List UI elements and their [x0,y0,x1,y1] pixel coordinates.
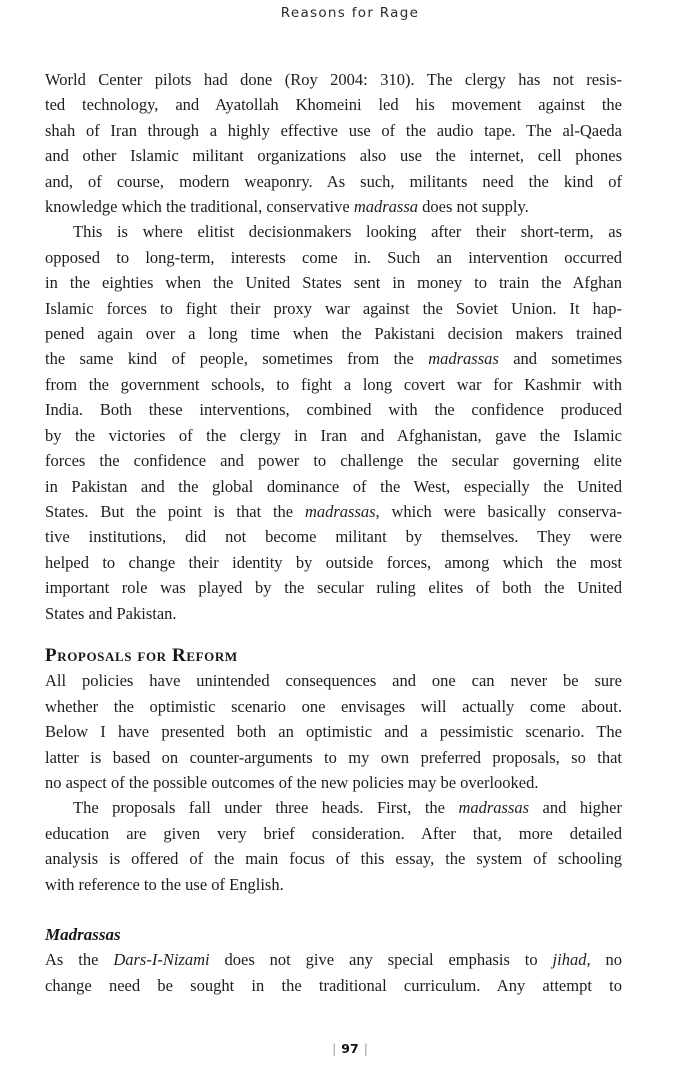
text-run: World Center pilots had done (Roy 2004: 310). The clergy has not resis- [45,70,622,89]
text-run: This is where elitist decisionmakers looking after their short-term, as [73,222,622,242]
text-run: the same kind of people, sometimes from the [45,349,429,369]
text-line [45,92,622,117]
text-line [45,448,622,473]
text-run: latter is based on counter-arguments to my own preferred proposals, so that [45,747,622,767]
text-run: with reference to the use of English. [45,874,284,894]
text-line [45,499,622,524]
text-line [45,947,622,972]
text-run: helped to change their identity by outside forces, among which the most [45,552,622,572]
text-line [45,745,622,770]
footer-separator-left: | [332,1041,337,1056]
text-line [45,321,622,346]
text-line [45,770,622,795]
text-run: tive institutions, did not become militant by themselves. They were [45,527,622,547]
text-line [45,397,622,422]
paragraph [45,668,622,795]
text-line [45,118,622,143]
text-line [45,474,622,499]
text-line [45,346,622,371]
text-line [45,821,622,846]
text-run: States and Pakistan. [45,603,177,623]
page-footer [0,1041,700,1056]
text-run: important role was played by the secular ruling elites of both the United [45,578,622,598]
text-line [45,846,622,871]
text-line [45,694,622,719]
text-run: Below I have presented both an optimistic and a pessimistic scenario. The [45,722,622,742]
paragraph [45,947,622,998]
text-run: by the victories of the clergy in Iran and Afghanistan, gave the Islamic [45,425,622,445]
text-run: and, of course, modern weaponry. As such, militants need the kind of [45,171,622,191]
text-run: and sometimes [498,349,622,369]
italic-term: Dars-I-Nizami [113,950,210,970]
italic-term: jihad [552,950,587,970]
footer-separator-right: | [363,1041,368,1056]
text-line [45,872,622,897]
paragraph [45,67,622,219]
italic-term: madrassas [428,349,499,369]
text-line [45,169,622,194]
text-line [45,601,622,626]
text-run: ted technology, and Ayatollah Khomeini led his movement against the [45,95,622,115]
text-line [45,270,622,295]
text-run: pened again over a long time when the Pakistani decision makers trained [45,324,622,344]
text-line [45,524,622,549]
text-run: The proposals fall under three heads. First, the [73,798,459,818]
text-line [45,719,622,744]
text-line [45,423,622,448]
text-run: no aspect of the possible outcomes of the new policies may be overlooked. [45,772,539,792]
text-run: from the government schools, to fight a long covert war for Kashmir with [45,374,622,394]
italic-term: madrassas [458,798,530,818]
text-run: As the [45,950,114,970]
text-run: Islamic forces to fight their proxy war against the Soviet Union. It hap- [45,298,622,318]
page-body [45,67,622,998]
paragraph [45,795,622,897]
running-head: Reasons for Rage [280,5,420,21]
italic-term: madrassa [353,197,419,217]
text-line [45,550,622,575]
text-run: , which were basically conserva- [375,501,623,521]
text-run: All policies have unintended consequences and one can never be sure [45,671,622,691]
text-run: in Pakistan and the global dominance of the West, especially the United [45,476,622,496]
subsection-heading: Madrassas [45,925,121,944]
text-line [45,219,622,244]
text-line [45,143,622,168]
text-run: does not supply. [418,197,529,217]
text-line [45,296,622,321]
text-line [45,372,622,397]
text-run: , no [586,950,622,970]
text-run: in the eighties when the United States sent in money to train the Afghan [45,273,622,293]
paragraph [45,219,622,626]
section-heading: Proposals for Reform [45,644,238,666]
text-run: education are given very brief consideration. After that, more detailed [45,823,622,843]
text-line [45,973,622,998]
text-line [45,67,622,92]
text-run: and other Islamic militant organizations also use the internet, cell phones [45,146,622,166]
text-line [45,668,622,693]
text-line [45,795,622,820]
text-run: knowledge which the traditional, conservative [45,197,354,217]
italic-term: madrassas [304,501,376,521]
text-run: opposed to long-term, interests come in. Such an intervention occurred [45,247,622,267]
text-run: States. But the point is that the [45,501,305,521]
text-run: and higher [529,798,622,818]
text-line [45,575,622,600]
text-run: whether the optimistic scenario one envisages will actually come about. [45,696,622,716]
text-run: analysis is offered of the main focus of this essay, the system of schooling [45,849,622,869]
text-run: change need be sought in the traditional curriculum. Any attempt to [45,975,622,995]
text-run: forces the confidence and power to challenge the secular governing elite [45,451,622,471]
text-run: does not give any special emphasis to [209,950,553,970]
page-number: 97 [341,1041,359,1056]
text-run: India. Both these interventions, combined with the confidence produced [45,400,622,420]
text-line [45,245,622,270]
text-line [45,194,622,219]
text-run: shah of Iran through a highly effective use of the audio tape. The al-Qaeda [45,120,622,140]
